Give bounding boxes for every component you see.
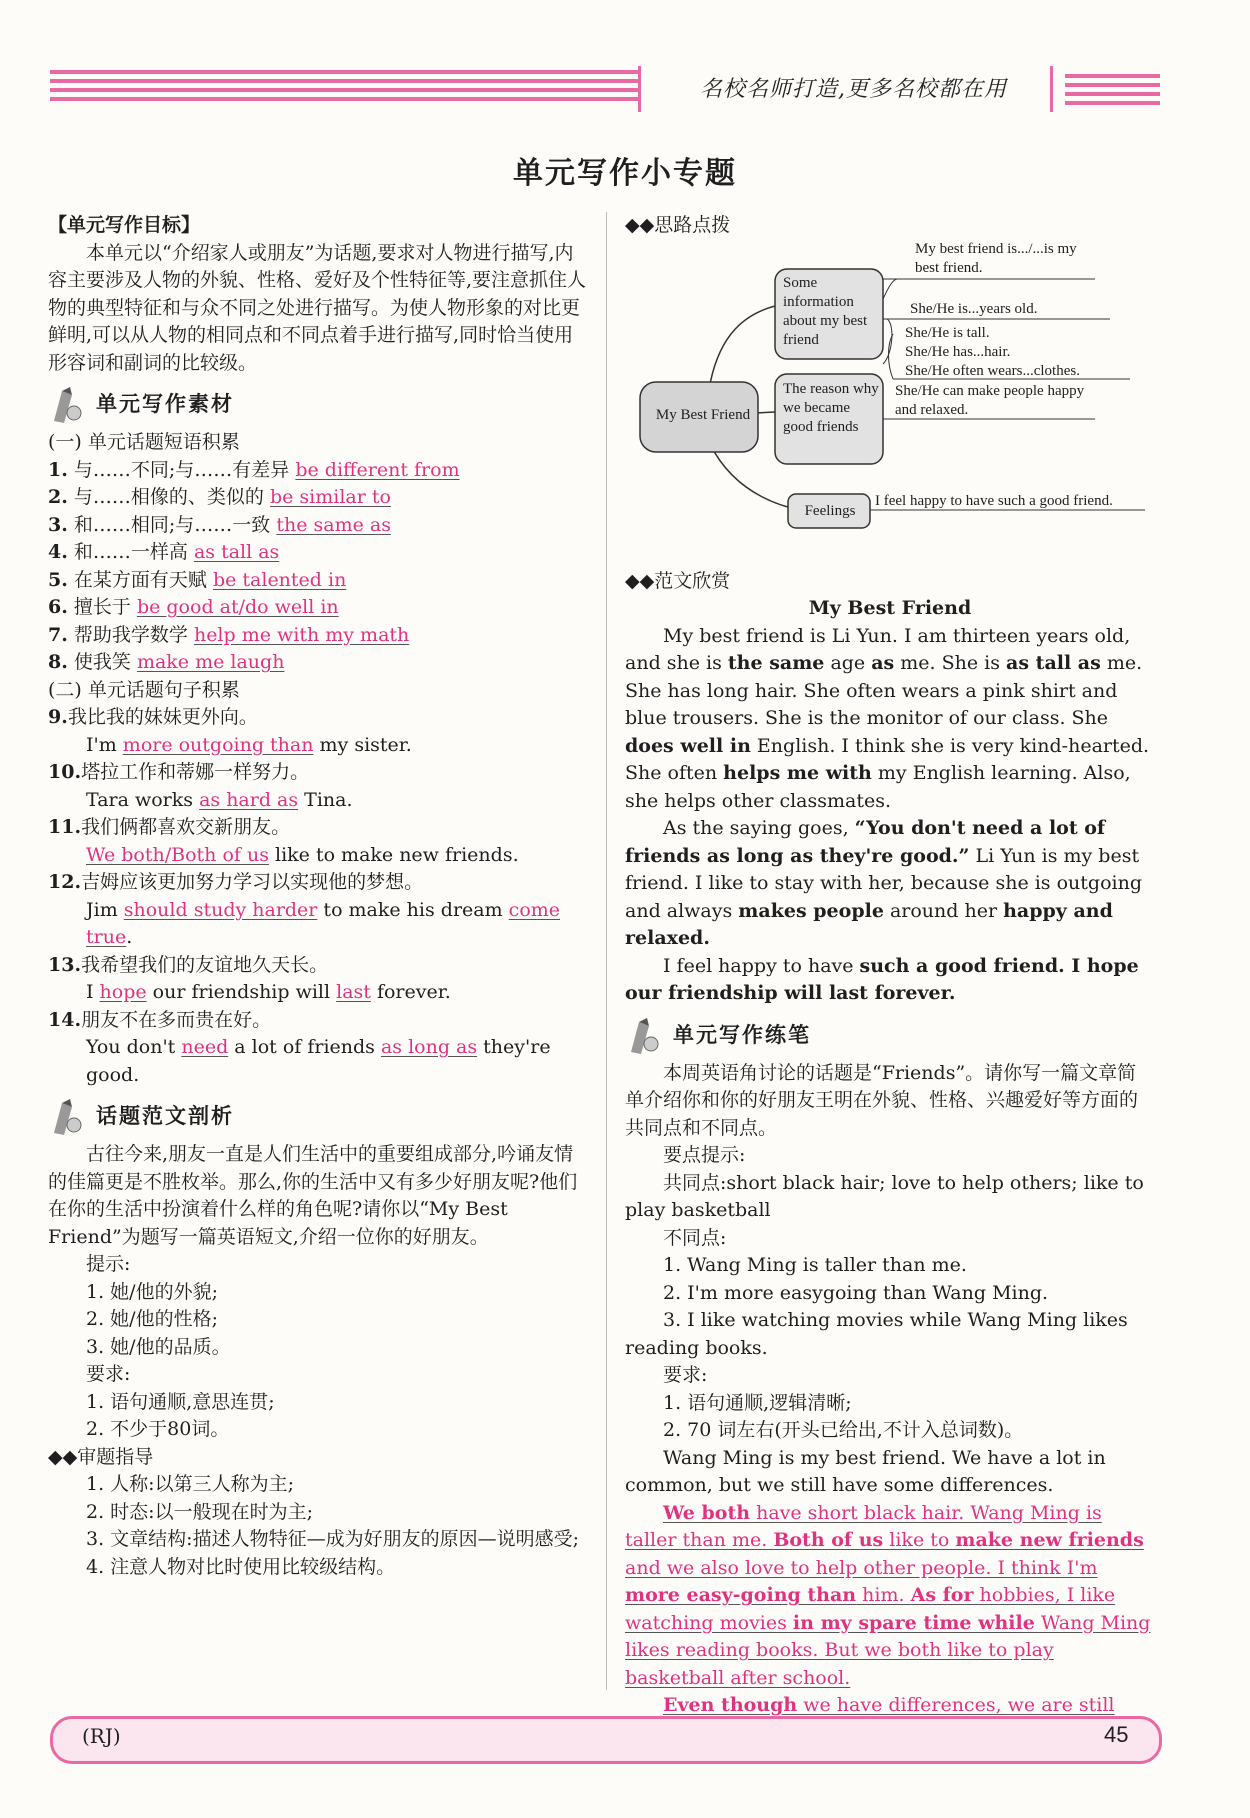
difference-item: 3. I like watching movies while Wang Ming likes reading books. [625, 1309, 1128, 1359]
phrases-heading: (一) 单元话题短语积累 [48, 431, 240, 453]
phrase-answer: be good at/do well in [136, 596, 339, 618]
difference-item: 2. I'm more easygoing than Wang Ming. [663, 1281, 1049, 1304]
sentence-11-en: We both/Both of us like to make new friends. [86, 843, 519, 866]
practice-heading: 单元写作练笔 [625, 1014, 1155, 1058]
requirements-label: 要求: [86, 1363, 131, 1385]
column-divider [606, 212, 607, 1690]
sentence-14-cn: 14.朋友不在多而贵在好。 [48, 1008, 272, 1031]
sentence-9-cn: 9.我比我的妹妹更外向。 [48, 706, 258, 728]
phrase-item: 5. 在某方面有天赋 be talented in [48, 568, 347, 591]
guide-item: 4. 注意人物对比时使用比较级结构。 [86, 1555, 396, 1578]
sentence-14-en: You don't need a lot of friends as long as they're good. [86, 1036, 551, 1086]
right-column [625, 212, 1155, 1747]
guide-item: 3. 文章结构:描述人物特征—成为好朋友的原因—说明感受; [86, 1528, 579, 1550]
pencil-mascot-icon [625, 1016, 661, 1056]
sentence-12-en: Jim should study harder to make his dream come true. [86, 898, 561, 948]
difference-item: 1. Wang Ming is taller than me. [663, 1254, 967, 1276]
analysis-heading: 话题范文剖析 [48, 1095, 588, 1139]
footer-bar [50, 1716, 1162, 1764]
phrase-answer: help me with my math [193, 623, 410, 646]
phrase-answer: be talented in [212, 568, 347, 591]
practice-intro: 本周英语角讨论的话题是“Friends”。请你写一篇文章简单介绍你和你的好朋友王明在外貌、性格、兴趣爱好等方面的共同点和不同点。 [625, 1061, 1139, 1139]
hint-item: 2. 她/他的性格; [86, 1308, 218, 1330]
hint-item: 1. 她/他的外貌; [86, 1280, 218, 1303]
model-paragraph: As the saying goes, “You don't need a lot of friends as long as they're good.” Li Yun is my best friend. I like to stay with her, because she is outgoing and always makes people around her happy and relaxed. [625, 817, 1142, 949]
pencil-mascot-icon [48, 1097, 84, 1137]
mind-map-node-information: Some information about my best friend [783, 274, 868, 348]
answer-essay-ending: Even though we have differences, we are still [663, 1694, 1115, 1716]
sentence-10-cn: 10.塔拉工作和蒂娜一样努力。 [48, 761, 310, 783]
page-number: 45 [1104, 1722, 1129, 1747]
answer-essay: We both have short black hair. Wang Ming is taller than me. Both of us like to make new friends and we also love to help other people. I think I'm more easy-going than him. As for hobbies, I like watching movies in my spare time while Wang Ming likes reading books. But we both like to play basketball after school. [625, 1501, 1151, 1689]
mind-map-center-node: My Best Friend [655, 406, 751, 423]
requirement-item: 1. 语句通顺,意思连贯; [86, 1390, 275, 1413]
mind-map-detail: She/He is...years old. [910, 300, 1038, 317]
pencil-mascot-icon [48, 385, 84, 425]
header-decor-lines-right [1065, 74, 1160, 110]
mind-map-detail: She/He has...hair. [905, 343, 1011, 360]
analysis-text: 古往今来,朋友一直是人们生活中的重要组成部分,吟诵友情的佳篇更是不胜枚举。那么,你的生活中又有多少好朋友呢?他们在你的生活中扮演着什么样的角色呢?请你以“My Best Friend”为题写一篇英语短文,介绍一位你的好朋友。 [48, 1143, 578, 1248]
phrase-list [48, 457, 588, 677]
mind-map-detail: She/He can make people happy and relaxed. [895, 382, 1085, 418]
mind-map-detail: I feel happy to have such a good friend. [875, 492, 1113, 509]
hints-label: 提示: [86, 1253, 131, 1275]
materials-heading: 单元写作素材 [48, 383, 588, 427]
phrase-item: 3. 和……相同;与……一致 the same as [48, 513, 391, 536]
header-separator-right [1050, 66, 1053, 112]
phrase-item: 7. 帮助我学数学 help me with my math [48, 623, 410, 646]
mind-map-detail: She/He is tall. [905, 324, 990, 341]
model-paragraph: My best friend is Li Yun. I am thirteen years old, and she is the same age as me. She is as tall as me. She has long hair. She often wears a pink shirt and blue trousers. She is the monitor of our class. She does well in English. I think she is very kind-hearted. She often helps me with my English learning. Also, she helps other classmates. [625, 624, 1150, 812]
header-decor-lines [50, 70, 640, 106]
goal-text: 本单元以“介绍家人或朋友”为话题,要求对人物进行描写,内容主要涉及人物的外貌、性格、爱好及个性特征等,要注意抓住人物的典型特征和与众不同之处进行描写。为使人物形象的对比更鲜明,可以从人物的相同点和不同点着手进行描写,同时恰当使用形容词和副词的比较级。 [48, 241, 587, 374]
requirement-item: 2. 不少于80词。 [86, 1418, 230, 1440]
guide-heading: ◆◆审题指导 [48, 1445, 154, 1468]
key-points-label: 要点提示: [663, 1144, 746, 1166]
guide-item: 1. 人称:以第三人称为主; [86, 1473, 294, 1495]
phrase-item: 2. 与……相像的、类似的 be similar to [48, 486, 391, 508]
sentences-heading: (二) 单元话题句子积累 [48, 678, 240, 701]
sentence-13-cn: 13.我希望我们的友谊地久天长。 [48, 953, 329, 976]
phrase-item: 1. 与……不同;与……有差异 be different from [48, 458, 460, 481]
left-column [48, 212, 588, 1581]
sentence-13-en: I hope our friendship will last forever. [86, 981, 451, 1003]
phrase-answer: be different from [295, 458, 460, 481]
mind-map [625, 240, 1155, 564]
model-heading: ◆◆范文欣赏 [625, 569, 731, 592]
phrase-answer: the same as [276, 513, 391, 536]
phrase-answer: as tall as [193, 541, 280, 563]
page-title: 单元写作小专题 [513, 156, 737, 191]
guide-item: 2. 时态:以一般现在时为主; [86, 1500, 313, 1523]
mind-map-detail: My best friend is.../...is my best friend. [915, 240, 1077, 276]
hint-item: 3. 她/他的品质。 [86, 1335, 231, 1358]
sentence-11-cn: 11.我们俩都喜欢交新朋友。 [48, 816, 291, 838]
ideas-heading: ◆◆思路点拨 [625, 214, 731, 236]
model-essay-title: My Best Friend [808, 597, 972, 619]
requirements-label: 要求: [663, 1364, 708, 1386]
mind-map-node-reason: The reason why we became good friends [783, 380, 879, 435]
essay-start: Wang Ming is my best friend. We have a lot in common, but we still have some differences. [625, 1446, 1106, 1496]
sentence-10-en: Tara works as hard as Tina. [86, 788, 353, 811]
phrase-answer: make me laugh [136, 651, 285, 673]
goal-heading: 【单元写作目标】 [48, 214, 201, 236]
model-essay [625, 623, 1155, 1008]
header-slogan: 名校名师打造,更多名校都在用 [700, 77, 1007, 102]
phrase-item: 6. 擅长于 be good at/do well in [48, 596, 339, 618]
header-separator [638, 66, 641, 112]
phrase-answer: be similar to [269, 486, 391, 508]
requirement-item: 1. 语句通顺,逻辑清晰; [663, 1391, 852, 1414]
mind-map-node-feelings: Feelings [804, 502, 856, 519]
differences-label: 不同点: [663, 1226, 727, 1249]
model-paragraph: I feel happy to have such a good friend. I hope our friendship will last forever. [625, 954, 1139, 1004]
sentence-9-en: I'm more outgoing than my sister. [86, 733, 412, 756]
mind-map-detail: She/He often wears...clothes. [905, 362, 1080, 379]
sentence-12-cn: 12.吉姆应该更加努力学习以实现他的梦想。 [48, 871, 424, 893]
requirement-item: 2. 70 词左右(开头已给出,不计入总词数)。 [663, 1419, 1024, 1441]
phrase-item: 8. 使我笑 make me laugh [48, 651, 285, 673]
common-points: 共同点:short black hair; love to help others; like to play basketball [625, 1171, 1144, 1221]
phrase-item: 4. 和……一样高 as tall as [48, 541, 280, 563]
footer-edition: (RJ) [82, 1724, 121, 1748]
